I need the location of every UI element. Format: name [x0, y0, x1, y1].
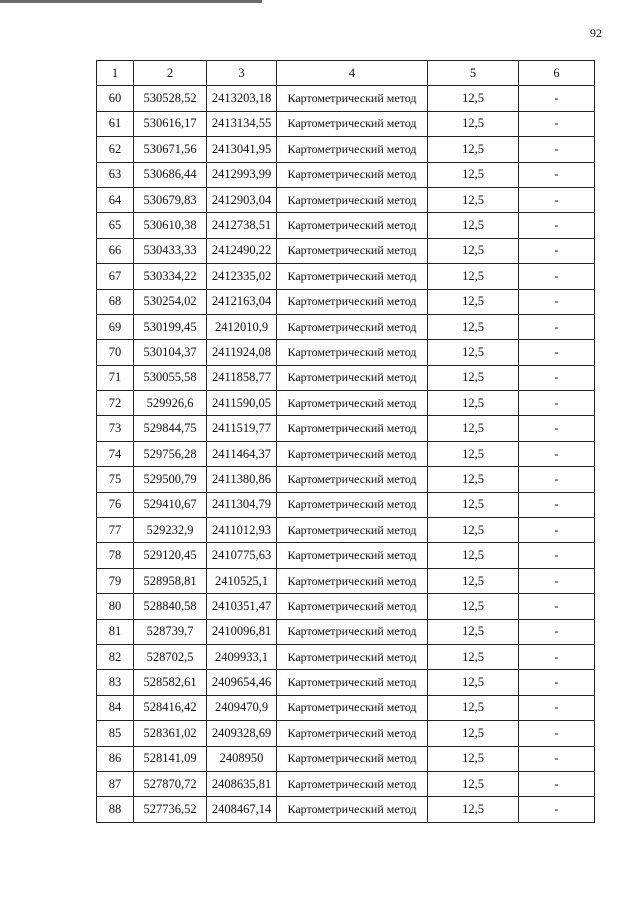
x-coordinate-cell: 530616,17 — [134, 111, 207, 136]
method-cell: Картометрический метод — [277, 441, 428, 466]
description-cell: - — [519, 619, 595, 644]
method-cell: Картометрический метод — [277, 695, 428, 720]
method-cell: Картометрический метод — [277, 86, 428, 111]
point-number-cell: 86 — [97, 746, 134, 771]
point-number-cell: 71 — [97, 365, 134, 390]
x-coordinate-cell: 530679,83 — [134, 187, 207, 212]
point-number-cell: 68 — [97, 289, 134, 314]
description-cell: - — [519, 695, 595, 720]
point-number-cell: 77 — [97, 518, 134, 543]
header-cell-accuracy: 5 — [428, 61, 519, 86]
point-number-cell: 72 — [97, 391, 134, 416]
accuracy-cell: 12,5 — [428, 644, 519, 669]
y-coordinate-cell: 2408467,14 — [207, 797, 277, 822]
point-number-cell: 64 — [97, 187, 134, 212]
point-number-cell: 62 — [97, 137, 134, 162]
y-coordinate-cell: 2410525,1 — [207, 568, 277, 593]
x-coordinate-cell: 528702,5 — [134, 644, 207, 669]
table-row — [97, 518, 595, 543]
description-cell: - — [519, 416, 595, 441]
table-row — [97, 213, 595, 238]
accuracy-cell: 12,5 — [428, 264, 519, 289]
description-cell: - — [519, 721, 595, 746]
method-cell: Картометрический метод — [277, 391, 428, 416]
accuracy-cell: 12,5 — [428, 619, 519, 644]
point-number-cell: 67 — [97, 264, 134, 289]
point-number-cell: 81 — [97, 619, 134, 644]
accuracy-cell: 12,5 — [428, 314, 519, 339]
table-row — [97, 644, 595, 669]
accuracy-cell: 12,5 — [428, 187, 519, 212]
table-row — [97, 289, 595, 314]
table-row — [97, 86, 595, 111]
method-cell: Картометрический метод — [277, 644, 428, 669]
description-cell: - — [519, 467, 595, 492]
accuracy-cell: 12,5 — [428, 492, 519, 517]
x-coordinate-cell: 527736,52 — [134, 797, 207, 822]
table-row — [97, 771, 595, 796]
point-number-cell: 61 — [97, 111, 134, 136]
point-number-cell: 87 — [97, 771, 134, 796]
y-coordinate-cell: 2411924,08 — [207, 340, 277, 365]
method-cell: Картометрический метод — [277, 137, 428, 162]
description-cell: - — [519, 289, 595, 314]
y-coordinate-cell: 2411464,37 — [207, 441, 277, 466]
description-cell: - — [519, 314, 595, 339]
method-cell: Картометрический метод — [277, 340, 428, 365]
method-cell: Картометрический метод — [277, 162, 428, 187]
table-row — [97, 314, 595, 339]
accuracy-cell: 12,5 — [428, 670, 519, 695]
method-cell: Картометрический метод — [277, 568, 428, 593]
description-cell: - — [519, 111, 595, 136]
x-coordinate-cell: 528958,81 — [134, 568, 207, 593]
accuracy-cell: 12,5 — [428, 594, 519, 619]
table-row — [97, 391, 595, 416]
point-number-cell: 70 — [97, 340, 134, 365]
method-cell: Картометрический метод — [277, 797, 428, 822]
y-coordinate-cell: 2409654,46 — [207, 670, 277, 695]
method-cell: Картометрический метод — [277, 619, 428, 644]
point-number-cell: 65 — [97, 213, 134, 238]
method-cell: Картометрический метод — [277, 721, 428, 746]
x-coordinate-cell: 529232,9 — [134, 518, 207, 543]
description-cell: - — [519, 670, 595, 695]
y-coordinate-cell: 2411380,86 — [207, 467, 277, 492]
point-number-cell: 82 — [97, 644, 134, 669]
accuracy-cell: 12,5 — [428, 365, 519, 390]
x-coordinate-cell: 529844,75 — [134, 416, 207, 441]
y-coordinate-cell: 2413041,95 — [207, 137, 277, 162]
method-cell: Картометрический метод — [277, 187, 428, 212]
method-cell: Картометрический метод — [277, 670, 428, 695]
description-cell: - — [519, 746, 595, 771]
accuracy-cell: 12,5 — [428, 721, 519, 746]
description-cell: - — [519, 797, 595, 822]
table-row — [97, 670, 595, 695]
description-cell: - — [519, 771, 595, 796]
x-coordinate-cell: 527870,72 — [134, 771, 207, 796]
x-coordinate-cell: 528141,09 — [134, 746, 207, 771]
y-coordinate-cell: 2412903,04 — [207, 187, 277, 212]
y-coordinate-cell: 2409470,9 — [207, 695, 277, 720]
table-row — [97, 365, 595, 390]
point-number-cell: 75 — [97, 467, 134, 492]
table-row — [97, 162, 595, 187]
header-cell-method: 4 — [277, 61, 428, 86]
description-cell: - — [519, 594, 595, 619]
description-cell: - — [519, 543, 595, 568]
method-cell: Картометрический метод — [277, 492, 428, 517]
table-row — [97, 619, 595, 644]
method-cell: Картометрический метод — [277, 543, 428, 568]
table-row — [97, 721, 595, 746]
description-cell: - — [519, 238, 595, 263]
description-cell: - — [519, 518, 595, 543]
x-coordinate-cell: 529410,67 — [134, 492, 207, 517]
method-cell: Картометрический метод — [277, 289, 428, 314]
point-number-cell: 85 — [97, 721, 134, 746]
y-coordinate-cell: 2413134,55 — [207, 111, 277, 136]
point-number-cell: 73 — [97, 416, 134, 441]
description-cell: - — [519, 162, 595, 187]
x-coordinate-cell: 530334,22 — [134, 264, 207, 289]
y-coordinate-cell: 2411519,77 — [207, 416, 277, 441]
accuracy-cell: 12,5 — [428, 695, 519, 720]
accuracy-cell: 12,5 — [428, 568, 519, 593]
description-cell: - — [519, 365, 595, 390]
method-cell: Картометрический метод — [277, 594, 428, 619]
accuracy-cell: 12,5 — [428, 797, 519, 822]
method-cell: Картометрический метод — [277, 213, 428, 238]
y-coordinate-cell: 2412335,02 — [207, 264, 277, 289]
y-coordinate-cell: 2410096,81 — [207, 619, 277, 644]
header-cell-point: 1 — [97, 61, 134, 86]
table-row — [97, 111, 595, 136]
table-row — [97, 543, 595, 568]
header-row — [97, 61, 595, 86]
page-number: 92 — [590, 26, 602, 40]
description-cell: - — [519, 264, 595, 289]
x-coordinate-cell: 530433,33 — [134, 238, 207, 263]
x-coordinate-cell: 530055,58 — [134, 365, 207, 390]
table-row — [97, 340, 595, 365]
x-coordinate-cell: 528361,02 — [134, 721, 207, 746]
description-cell: - — [519, 391, 595, 416]
point-number-cell: 83 — [97, 670, 134, 695]
accuracy-cell: 12,5 — [428, 213, 519, 238]
description-cell: - — [519, 340, 595, 365]
x-coordinate-cell: 530686,44 — [134, 162, 207, 187]
point-number-cell: 60 — [97, 86, 134, 111]
x-coordinate-cell: 530199,45 — [134, 314, 207, 339]
header-cell-description: 6 — [519, 61, 595, 86]
y-coordinate-cell: 2412993,99 — [207, 162, 277, 187]
x-coordinate-cell: 530528,52 — [134, 86, 207, 111]
table-row — [97, 594, 595, 619]
table-row — [97, 797, 595, 822]
point-number-cell: 76 — [97, 492, 134, 517]
description-cell: - — [519, 492, 595, 517]
x-coordinate-cell: 530671,56 — [134, 137, 207, 162]
point-number-cell: 63 — [97, 162, 134, 187]
coordinates-table — [96, 60, 595, 823]
method-cell: Картометрический метод — [277, 314, 428, 339]
method-cell: Картометрический метод — [277, 771, 428, 796]
y-coordinate-cell: 2411304,79 — [207, 492, 277, 517]
point-number-cell: 78 — [97, 543, 134, 568]
table-row — [97, 264, 595, 289]
method-cell: Картометрический метод — [277, 518, 428, 543]
x-coordinate-cell: 528582,61 — [134, 670, 207, 695]
y-coordinate-cell: 2412738,51 — [207, 213, 277, 238]
accuracy-cell: 12,5 — [428, 111, 519, 136]
point-number-cell: 88 — [97, 797, 134, 822]
accuracy-cell: 12,5 — [428, 518, 519, 543]
description-cell: - — [519, 213, 595, 238]
x-coordinate-cell: 529926,6 — [134, 391, 207, 416]
method-cell: Картометрический метод — [277, 264, 428, 289]
y-coordinate-cell: 2411590,05 — [207, 391, 277, 416]
y-coordinate-cell: 2410775,63 — [207, 543, 277, 568]
point-number-cell: 66 — [97, 238, 134, 263]
y-coordinate-cell: 2412490,22 — [207, 238, 277, 263]
y-coordinate-cell: 2409933,1 — [207, 644, 277, 669]
accuracy-cell: 12,5 — [428, 391, 519, 416]
method-cell: Картометрический метод — [277, 467, 428, 492]
accuracy-cell: 12,5 — [428, 137, 519, 162]
method-cell: Картометрический метод — [277, 746, 428, 771]
point-number-cell: 80 — [97, 594, 134, 619]
method-cell: Картометрический метод — [277, 238, 428, 263]
accuracy-cell: 12,5 — [428, 86, 519, 111]
header-cell-x: 2 — [134, 61, 207, 86]
accuracy-cell: 12,5 — [428, 289, 519, 314]
table-row — [97, 441, 595, 466]
table-row — [97, 467, 595, 492]
x-coordinate-cell: 528416,42 — [134, 695, 207, 720]
point-number-cell: 84 — [97, 695, 134, 720]
x-coordinate-cell: 528739,7 — [134, 619, 207, 644]
accuracy-cell: 12,5 — [428, 441, 519, 466]
y-coordinate-cell: 2411012,93 — [207, 518, 277, 543]
y-coordinate-cell: 2410351,47 — [207, 594, 277, 619]
description-cell: - — [519, 644, 595, 669]
accuracy-cell: 12,5 — [428, 416, 519, 441]
y-coordinate-cell: 2411858,77 — [207, 365, 277, 390]
x-coordinate-cell: 529500,79 — [134, 467, 207, 492]
description-cell: - — [519, 441, 595, 466]
y-coordinate-cell: 2412010,9 — [207, 314, 277, 339]
y-coordinate-cell: 2408950 — [207, 746, 277, 771]
table-row — [97, 137, 595, 162]
x-coordinate-cell: 530610,38 — [134, 213, 207, 238]
header-cell-y: 3 — [207, 61, 277, 86]
x-coordinate-cell: 529756,28 — [134, 441, 207, 466]
accuracy-cell: 12,5 — [428, 467, 519, 492]
method-cell: Картометрический метод — [277, 416, 428, 441]
description-cell: - — [519, 568, 595, 593]
accuracy-cell: 12,5 — [428, 340, 519, 365]
accuracy-cell: 12,5 — [428, 771, 519, 796]
y-coordinate-cell: 2409328,69 — [207, 721, 277, 746]
description-cell: - — [519, 187, 595, 212]
y-coordinate-cell: 2408635,81 — [207, 771, 277, 796]
accuracy-cell: 12,5 — [428, 162, 519, 187]
point-number-cell: 69 — [97, 314, 134, 339]
y-coordinate-cell: 2413203,18 — [207, 86, 277, 111]
x-coordinate-cell: 528840,58 — [134, 594, 207, 619]
top-edge-rule — [0, 0, 262, 3]
table-row — [97, 492, 595, 517]
point-number-cell: 79 — [97, 568, 134, 593]
accuracy-cell: 12,5 — [428, 746, 519, 771]
table-row — [97, 187, 595, 212]
accuracy-cell: 12,5 — [428, 543, 519, 568]
description-cell: - — [519, 137, 595, 162]
description-cell: - — [519, 86, 595, 111]
table-row — [97, 416, 595, 441]
y-coordinate-cell: 2412163,04 — [207, 289, 277, 314]
method-cell: Картометрический метод — [277, 111, 428, 136]
table-row — [97, 238, 595, 263]
table-row — [97, 746, 595, 771]
table-body — [97, 61, 595, 823]
x-coordinate-cell: 530104,37 — [134, 340, 207, 365]
x-coordinate-cell: 529120,45 — [134, 543, 207, 568]
accuracy-cell: 12,5 — [428, 238, 519, 263]
x-coordinate-cell: 530254,02 — [134, 289, 207, 314]
point-number-cell: 74 — [97, 441, 134, 466]
table-row — [97, 695, 595, 720]
table-row — [97, 568, 595, 593]
method-cell: Картометрический метод — [277, 365, 428, 390]
